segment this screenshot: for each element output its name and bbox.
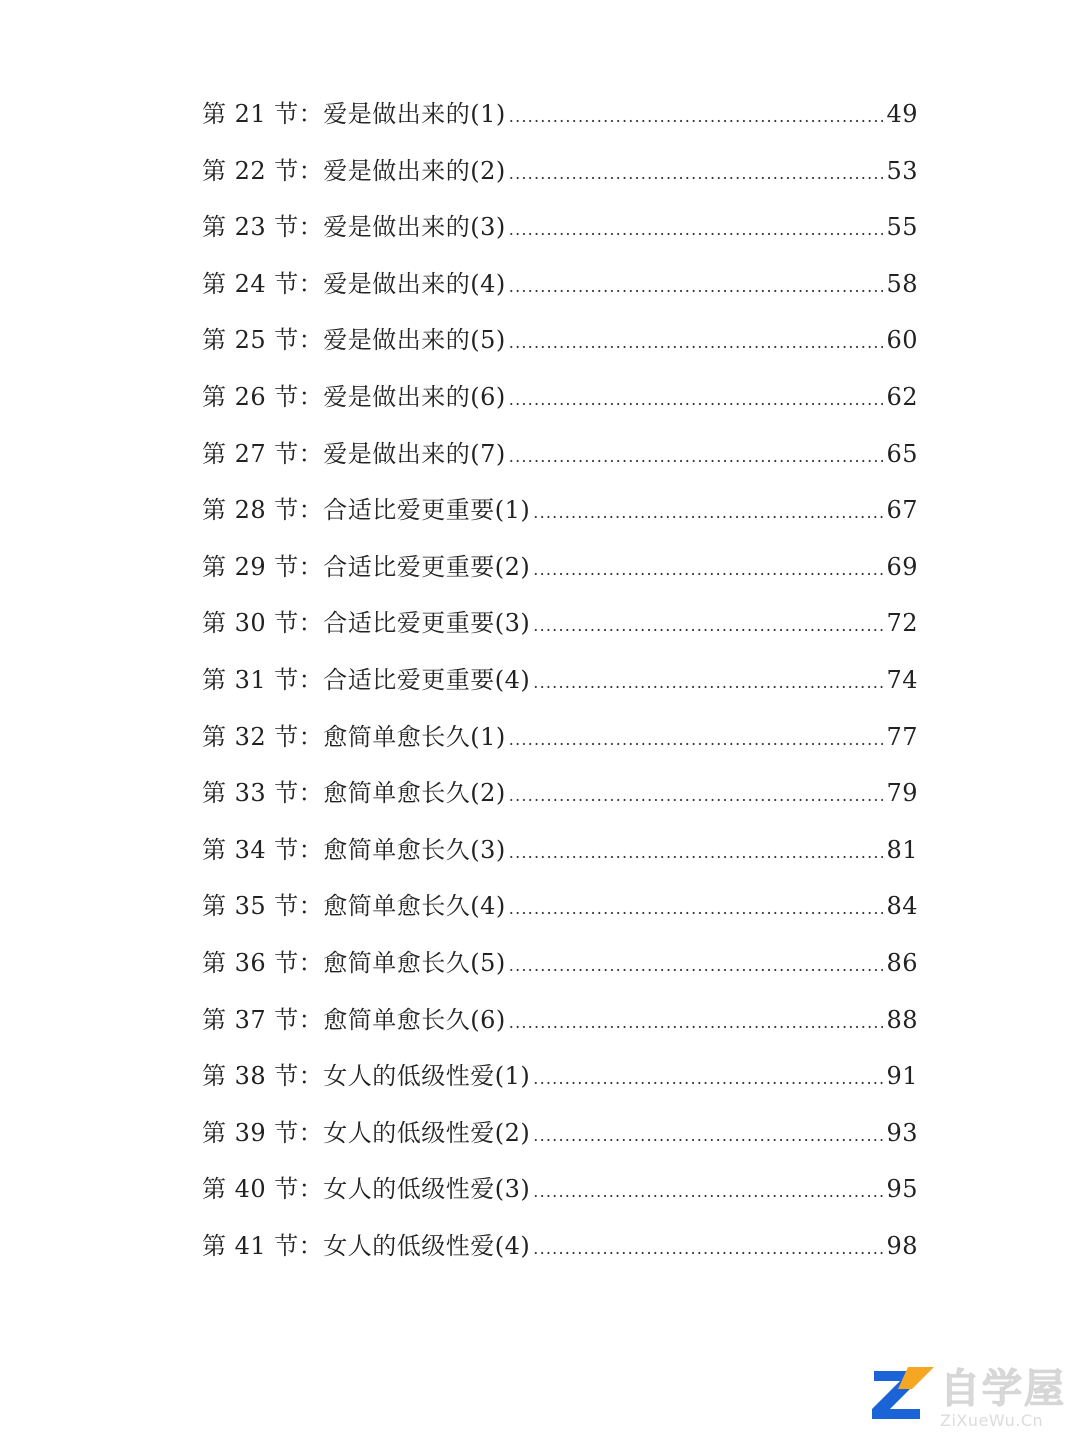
- z-logo-icon: [868, 1363, 936, 1425]
- toc-entry-title: 愈简单愈长久(2): [323, 779, 506, 808]
- toc-entry[interactable]: [202, 652, 918, 709]
- toc-dot-leader: [509, 825, 884, 882]
- toc-entry-title: 爱是做出来的(5): [323, 326, 506, 355]
- toc-entry-label: 第 25 节：: [202, 326, 324, 355]
- toc-entry-label: 第 38 节：: [202, 1062, 324, 1091]
- toc-entry-title: 合适比爱更重要(3): [323, 609, 531, 638]
- toc-entry-page: 60: [886, 326, 918, 355]
- toc-dot-leader: [509, 372, 884, 429]
- toc-entry-label: 第 21 节：: [202, 100, 324, 128]
- toc-dot-leader: [509, 202, 884, 259]
- toc-dot-leader: [509, 768, 884, 825]
- toc-entry-title: 爱是做出来的(3): [323, 213, 506, 242]
- toc-entry-page: 58: [886, 269, 918, 298]
- toc-dot-leader: [533, 485, 883, 542]
- toc-entry-page: 88: [886, 1005, 918, 1034]
- toc-entry-label: 第 37 节：: [202, 1005, 324, 1034]
- toc-entry-label: 第 39 节：: [202, 1118, 324, 1147]
- toc-entry-page: 91: [886, 1062, 918, 1091]
- toc-entry[interactable]: [202, 935, 918, 992]
- toc-entry-title: 爱是做出来的(4): [323, 269, 506, 298]
- toc-entry[interactable]: [202, 539, 918, 596]
- toc-entry[interactable]: [202, 1048, 918, 1105]
- watermark-logo: [868, 1357, 1074, 1435]
- toc-entry[interactable]: [202, 482, 918, 539]
- toc-entry-page: 55: [886, 213, 918, 242]
- toc-entry-page: 74: [886, 665, 918, 694]
- toc-entry-page: 65: [886, 439, 918, 468]
- toc-entry-label: 第 34 节：: [202, 835, 324, 864]
- toc-entry-title: 女人的低级性爱(3): [323, 1175, 531, 1204]
- toc-entry-title: 女人的低级性爱(2): [323, 1118, 531, 1147]
- toc-entry-title: 女人的低级性爱(1): [323, 1062, 531, 1091]
- toc-dot-leader: [533, 542, 883, 599]
- toc-entry-page: 86: [886, 948, 918, 977]
- toc-entry[interactable]: [202, 256, 918, 313]
- toc-entry[interactable]: [202, 765, 918, 822]
- toc-entry-label: 第 31 节：: [202, 665, 324, 694]
- toc-entry[interactable]: [202, 1161, 918, 1218]
- toc-entry[interactable]: [202, 595, 918, 652]
- toc-entry-page: 69: [886, 552, 918, 581]
- toc-entry-title: 女人的低级性爱(4): [323, 1231, 531, 1260]
- toc-entry-page: 84: [886, 892, 918, 921]
- toc-entry-title: 愈简单愈长久(6): [323, 1005, 506, 1034]
- toc-entry-page: 77: [886, 722, 918, 751]
- table-of-contents: [202, 86, 918, 1274]
- toc-entry-page: 98: [886, 1231, 918, 1260]
- toc-entry-page: 67: [886, 496, 918, 525]
- watermark-name: 自学屋: [940, 1366, 1066, 1412]
- toc-dot-leader: [509, 995, 884, 1052]
- toc-entry[interactable]: [202, 143, 918, 200]
- toc-entry-title: 爱是做出来的(7): [323, 439, 506, 468]
- toc-dot-leader: [509, 315, 884, 372]
- toc-entry-page: 49: [886, 100, 918, 128]
- toc-dot-leader: [533, 655, 883, 712]
- toc-entry-label: 第 22 节：: [202, 156, 324, 185]
- toc-dot-leader: [533, 1051, 883, 1108]
- toc-entry-label: 第 36 节：: [202, 948, 324, 977]
- toc-entry-label: 第 32 节：: [202, 722, 324, 751]
- toc-entry-title: 合适比爱更重要(1): [323, 496, 531, 525]
- toc-entry[interactable]: [202, 199, 918, 256]
- toc-dot-leader: [533, 1164, 883, 1221]
- toc-dot-leader: [509, 429, 884, 486]
- toc-dot-leader: [533, 1108, 883, 1165]
- toc-dot-leader: [509, 89, 884, 146]
- toc-entry[interactable]: [202, 822, 918, 879]
- toc-entry-page: 72: [886, 609, 918, 638]
- toc-entry[interactable]: [202, 878, 918, 935]
- toc-entry-page: 62: [886, 382, 918, 411]
- toc-entry-label: 第 29 节：: [202, 552, 324, 581]
- toc-entry-page: 79: [886, 779, 918, 808]
- toc-entry-label: 第 35 节：: [202, 892, 324, 921]
- toc-entry[interactable]: [202, 369, 918, 426]
- toc-entry-label: 第 40 节：: [202, 1175, 324, 1204]
- toc-dot-leader: [509, 146, 884, 203]
- toc-entry-page: 53: [886, 156, 918, 185]
- toc-entry-label: 第 41 节：: [202, 1231, 324, 1260]
- toc-entry-label: 第 27 节：: [202, 439, 324, 468]
- toc-entry-title: 愈简单愈长久(1): [323, 722, 506, 751]
- toc-entry-label: 第 28 节：: [202, 496, 324, 525]
- toc-entry-label: 第 23 节：: [202, 213, 324, 242]
- toc-dot-leader: [509, 881, 884, 938]
- toc-entry-title: 愈简单愈长久(3): [323, 835, 506, 864]
- toc-dot-leader: [509, 712, 884, 769]
- toc-entry[interactable]: [202, 426, 918, 483]
- toc-entry-title: 爱是做出来的(2): [323, 156, 506, 185]
- toc-entry-label: 第 24 节：: [202, 269, 324, 298]
- toc-entry-title: 合适比爱更重要(2): [323, 552, 531, 581]
- toc-dot-leader: [509, 259, 884, 316]
- toc-entry-page: 95: [886, 1175, 918, 1204]
- toc-dot-leader: [533, 598, 883, 655]
- toc-entry[interactable]: [202, 992, 918, 1049]
- toc-entry-title: 爱是做出来的(1): [323, 100, 506, 128]
- toc-entry-label: 第 33 节：: [202, 779, 324, 808]
- toc-dot-leader: [509, 938, 884, 995]
- toc-entry[interactable]: [202, 86, 918, 143]
- toc-entry-title: 合适比爱更重要(4): [323, 665, 531, 694]
- toc-entry-title: 愈简单愈长久(5): [323, 948, 506, 977]
- toc-entry-label: 第 30 节：: [202, 609, 324, 638]
- toc-entry-label: 第 26 节：: [202, 382, 324, 411]
- toc-entry-title: 爱是做出来的(6): [323, 382, 506, 411]
- toc-entry[interactable]: [202, 1218, 918, 1275]
- toc-dot-leader: [533, 1221, 883, 1278]
- toc-entry-page: 93: [886, 1118, 918, 1147]
- toc-entry[interactable]: [202, 312, 918, 369]
- toc-entry-title: 愈简单愈长久(4): [323, 892, 506, 921]
- toc-entry[interactable]: [202, 709, 918, 766]
- toc-entry[interactable]: [202, 1105, 918, 1162]
- toc-entry-page: 81: [886, 835, 918, 864]
- watermark-url-text: ZiXueWu.Cn: [940, 1411, 1044, 1430]
